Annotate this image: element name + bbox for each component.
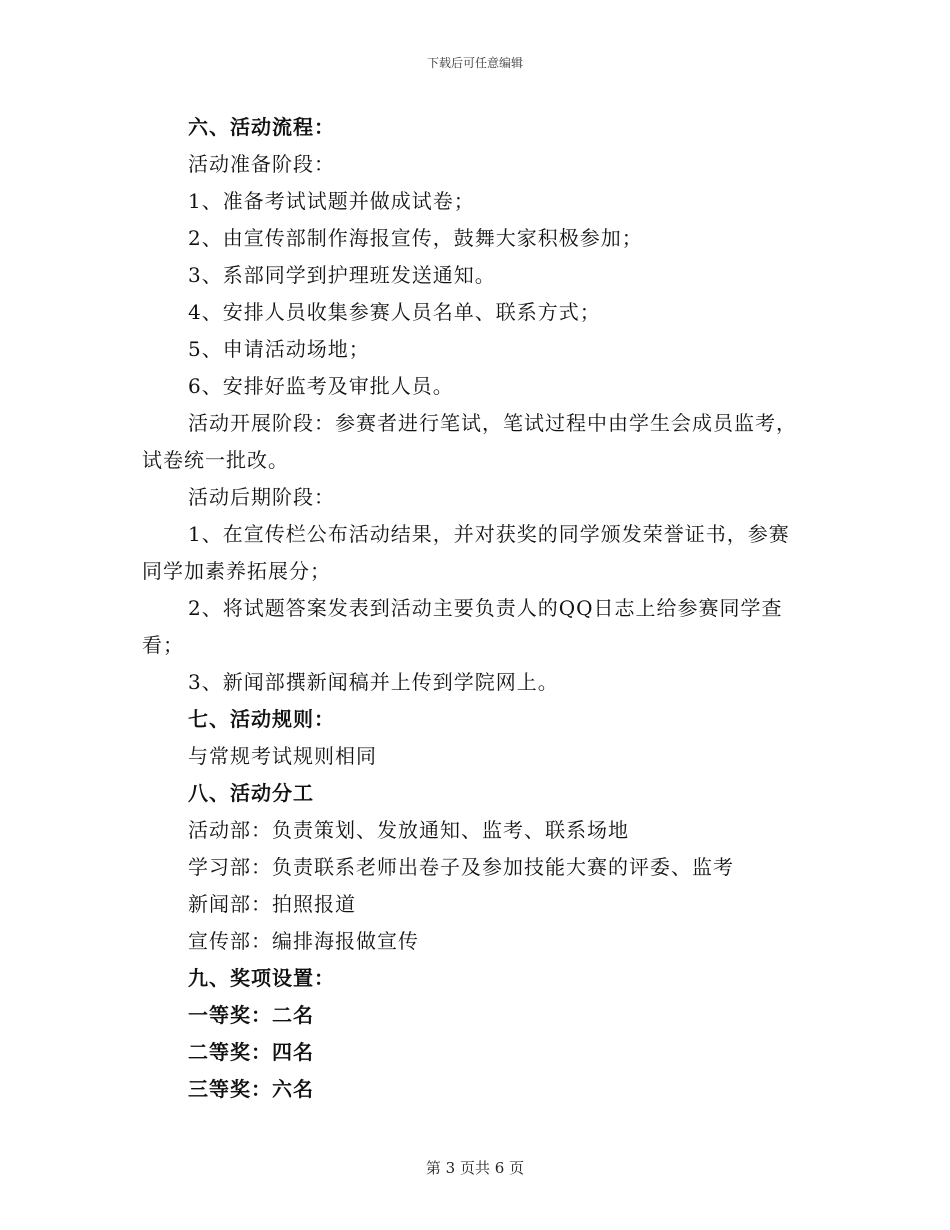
text-line: 1、准备考试试题并做成试卷； bbox=[188, 189, 475, 213]
section-heading: 二等奖：四名 bbox=[188, 1040, 314, 1064]
section-heading: 六、活动流程： bbox=[188, 115, 335, 139]
section-heading: 一等奖：二名 bbox=[188, 1003, 314, 1027]
text-line: 1、在宣传栏公布活动结果，并对获奖的同学颁发荣誉证书，参赛 bbox=[188, 522, 790, 546]
text-line: 试卷统一批改。 bbox=[142, 448, 289, 472]
text-line: 2、由宣传部制作海报宣传，鼓舞大家积极参加； bbox=[188, 226, 643, 250]
text-line: 同学加素养拓展分； bbox=[142, 559, 331, 583]
text-line: 与常规考试规则相同 bbox=[188, 744, 377, 768]
section-heading: 七、活动规则： bbox=[188, 707, 335, 731]
text-line: 活动准备阶段： bbox=[188, 152, 335, 176]
page-header: 下载后可任意编辑 bbox=[426, 56, 523, 70]
text-line: 宣传部：编排海报做宣传 bbox=[188, 929, 419, 953]
text-line: 新闻部：拍照报道 bbox=[188, 892, 356, 916]
text-line: 6、安排好监考及审批人员。 bbox=[188, 374, 454, 398]
text-line: 3、新闻部撰新闻稿并上传到学院网上。 bbox=[188, 670, 559, 694]
section-heading: 三等奖：六名 bbox=[188, 1077, 314, 1101]
document-body bbox=[142, 109, 812, 1108]
section-heading: 八、活动分工 bbox=[188, 781, 314, 805]
text-line: 4、安排人员收集参赛人员名单、联系方式； bbox=[188, 300, 601, 324]
page-footer: 第 3 页共 6 页 bbox=[425, 1159, 525, 1177]
text-line: 看； bbox=[142, 633, 184, 657]
text-line: 学习部：负责联系老师出卷子及参加技能大赛的评委、监考 bbox=[188, 855, 734, 879]
text-line: 活动开展阶段：参赛者进行笔试，笔试过程中由学生会成员监考， bbox=[188, 411, 797, 435]
text-line: 活动部：负责策划、发放通知、监考、联系场地 bbox=[188, 818, 629, 842]
text-line: 3、系部同学到护理班发送通知。 bbox=[188, 263, 496, 287]
section-heading: 九、奖项设置： bbox=[188, 966, 335, 990]
text-line: 2、将试题答案发表到活动主要负责人的QQ日志上给参赛同学查 bbox=[188, 596, 783, 620]
text-line: 5、申请活动场地； bbox=[188, 337, 370, 361]
text-line: 活动后期阶段： bbox=[188, 485, 335, 509]
